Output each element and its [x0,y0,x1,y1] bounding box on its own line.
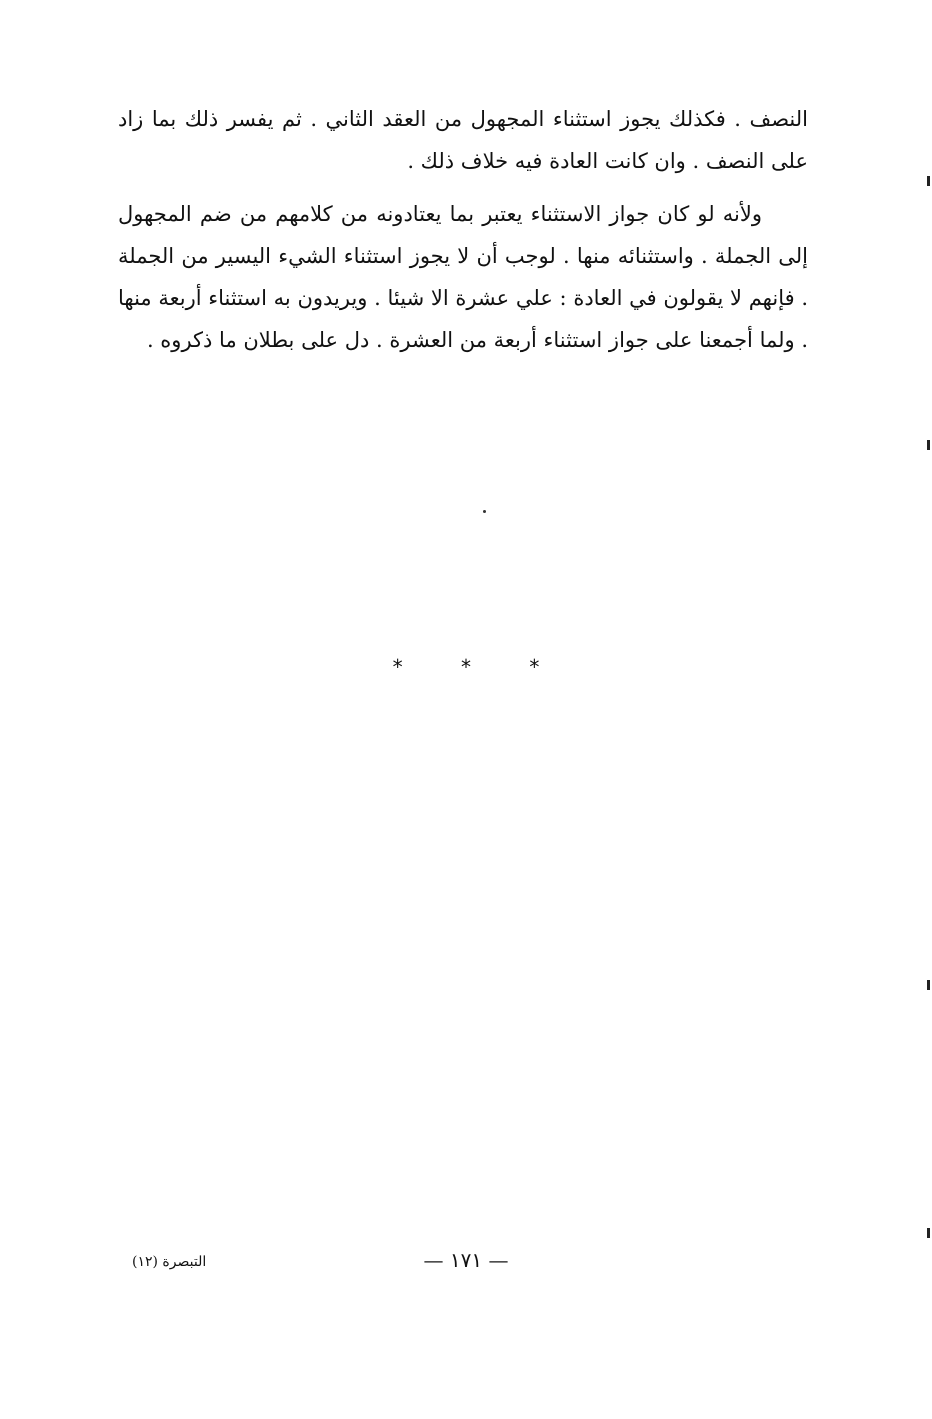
paragraph-2: ولأنه لو كان جواز الاستثناء يعتبر بما يعتادونه من كلامهم من ضم المجهول إلى الجملة . واستثنائه منها . لوجب أن لا يجوز استثناء الشيء اليسير من الجملة . فإنهم لا يقولون في العادة : علي عشرة الا شيئا . ويريدون به استثناء أربعة منها . ولما أجمعنا على جواز استثناء أربعة من العشرة . دل على بطلان ما ذكروه . [118,202,808,352]
scan-edge-mark [927,176,930,186]
scan-edge-mark [927,440,930,450]
page-body [118,98,808,361]
paragraph-1: النصف . فكذلك يجوز استثناء المجهول من العقد الثاني . ثم يفسر ذلك بما زاد على النصف . وان كانت العادة فيه خلاف ذلك . [118,107,808,173]
page-number: — ١٧١ — [423,1248,509,1272]
section-divider: * * * [392,655,566,679]
scan-edge-mark [927,1228,930,1238]
signature-mark: التبصرة (١٢) [132,1254,207,1270]
scan-edge-mark [927,980,930,990]
scan-speck [483,510,486,513]
